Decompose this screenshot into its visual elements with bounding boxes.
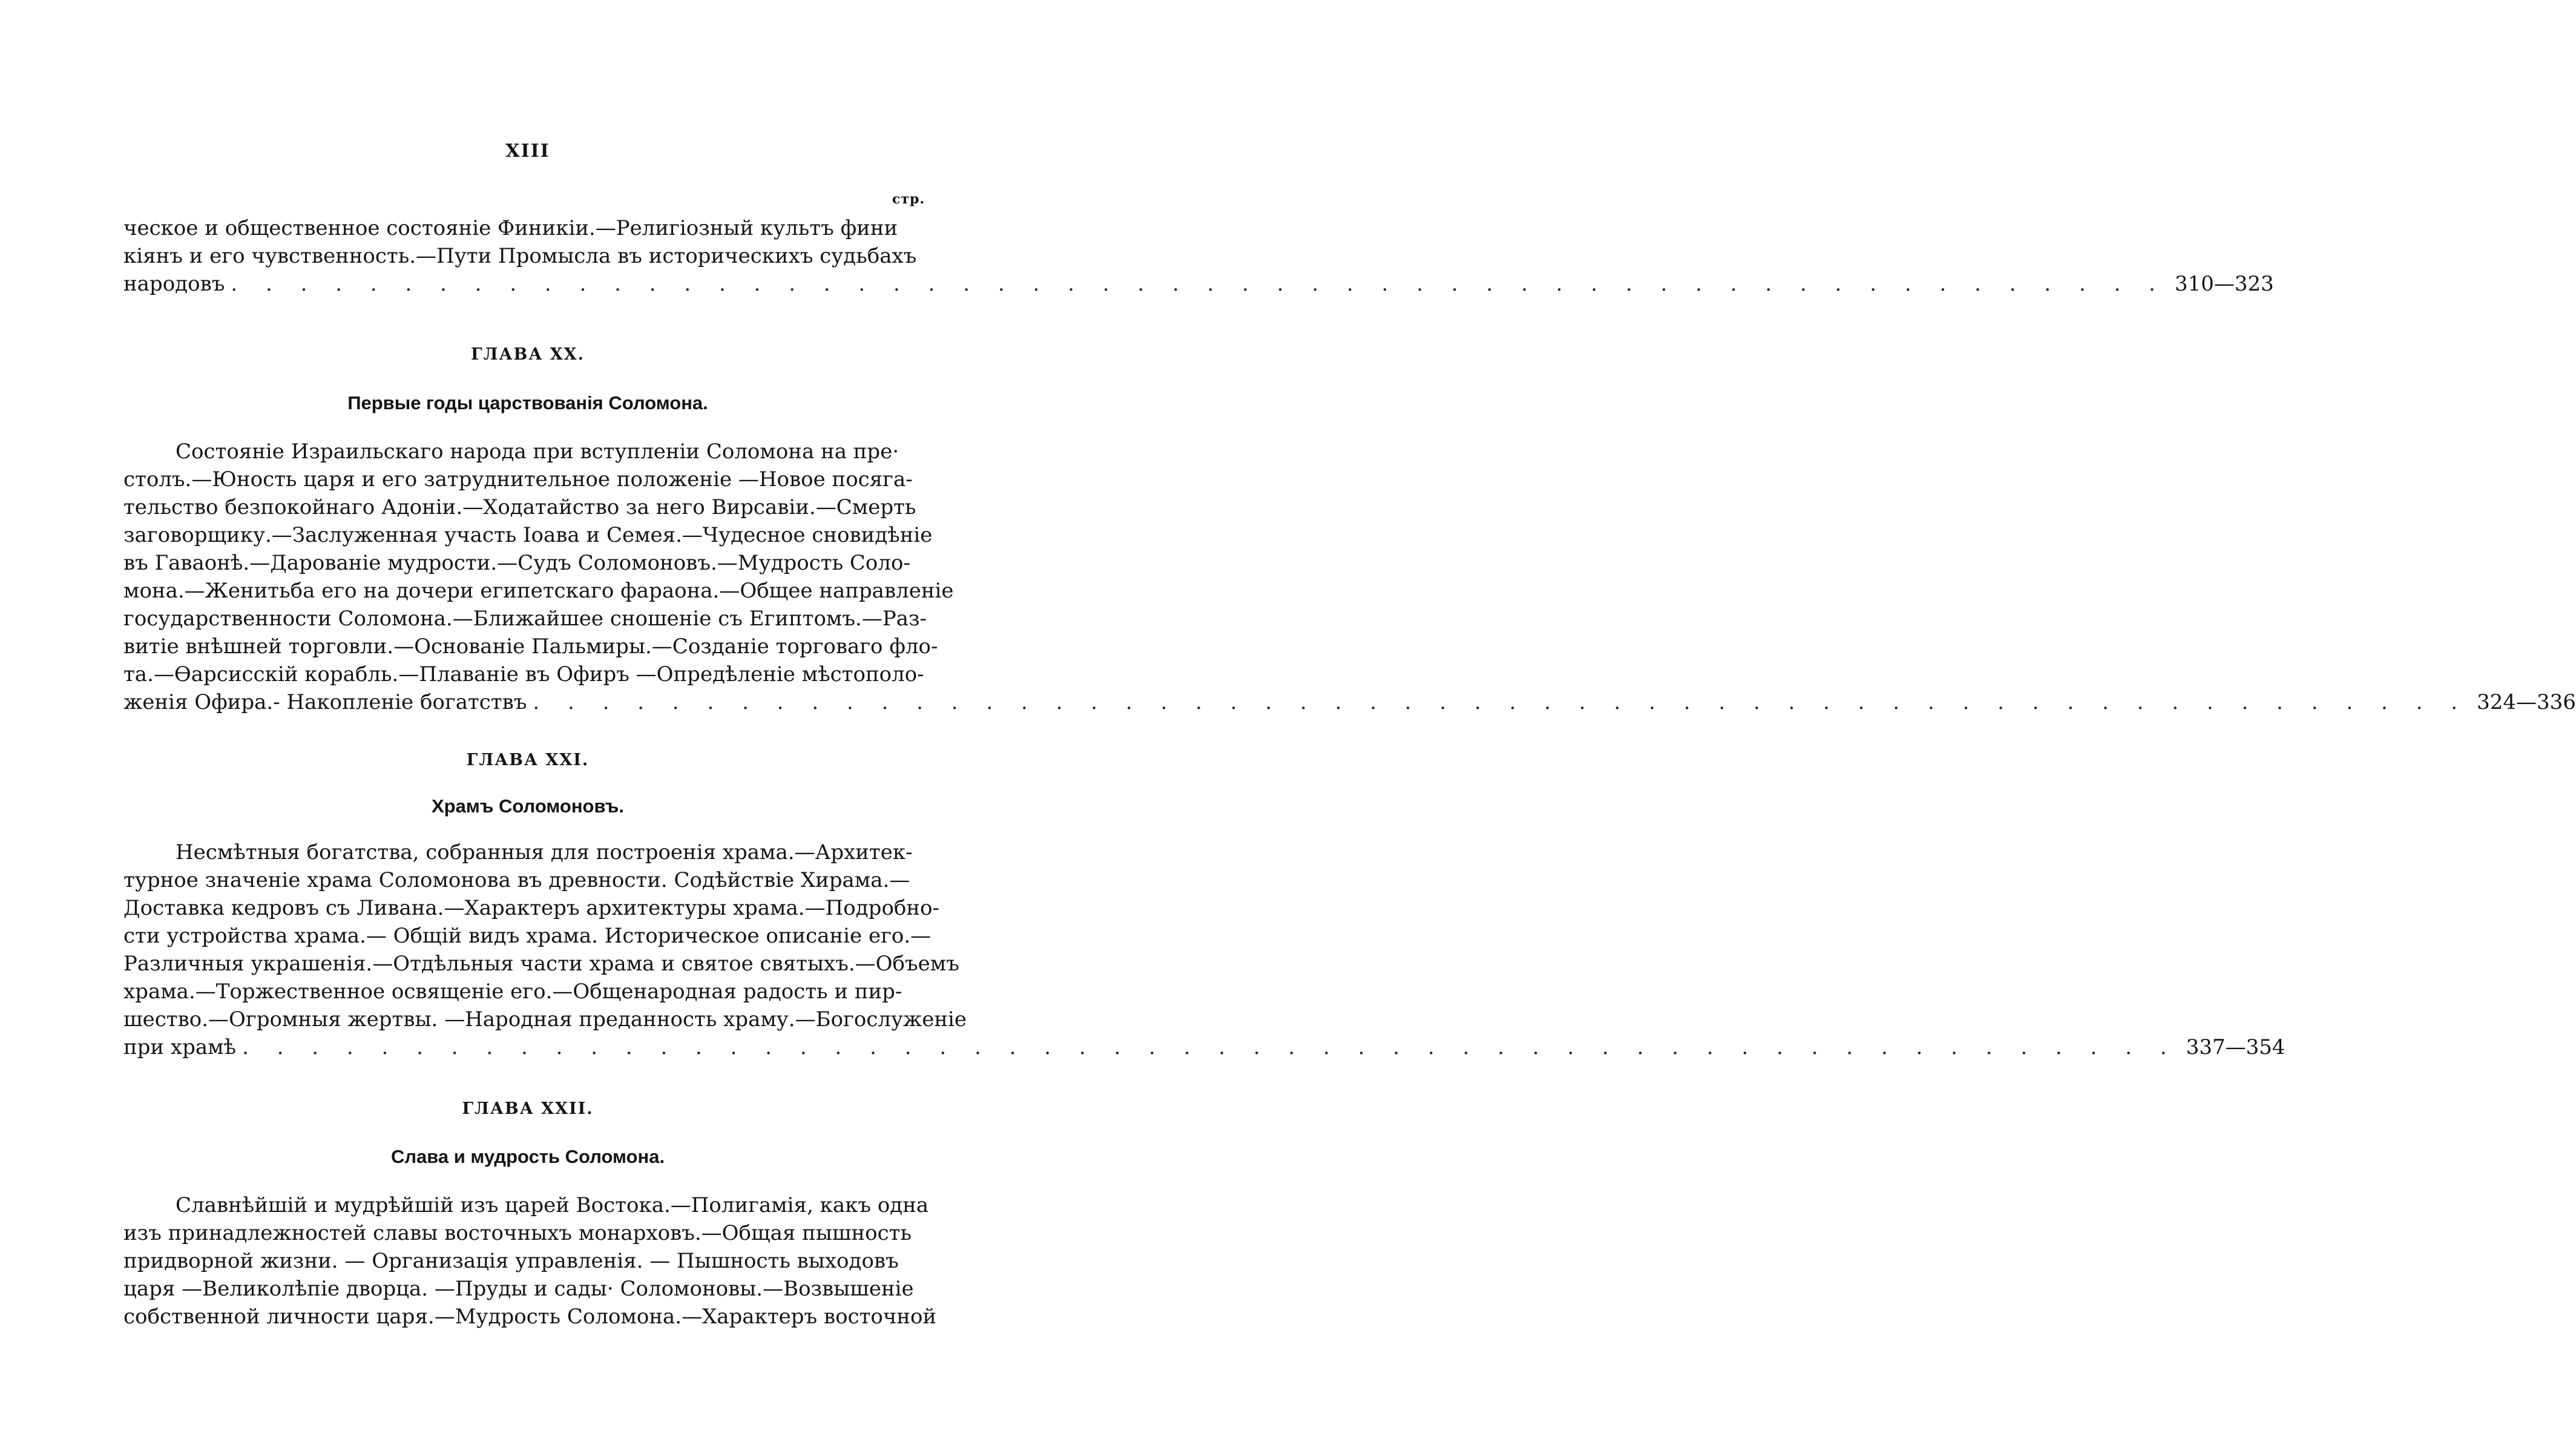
chapter-summary: [123, 1191, 947, 1331]
chapter-title: Храмъ Соломоновъ.: [432, 795, 624, 817]
text-line: сти устройства храма.— Общiй видъ храма. Историческое описанiе его.—: [123, 924, 932, 948]
text-line: государственности Соломона.—Ближайшее сношенiе съ Египтомъ.—Раз-: [123, 607, 927, 631]
text-line: столъ.—Юность царя и его затруднительное положенiе —Новое посяга-: [123, 467, 913, 492]
text-line: придворной жизни. — Организацiя управленiя. — Пышность выходовъ: [123, 1249, 899, 1273]
leader-dots: . . . . . . . . . . . . . . . . . . . . . . . . . . . . . . . . . . . . . . . . . . . . . . . . . . . . . . . .: [533, 690, 2469, 714]
text-line-last: [123, 688, 2576, 716]
text-line: кiянъ и его чувственность.—Пути Промысла въ историческихъ судьбахъ: [123, 244, 917, 268]
text-line: та.—Ѳарсисскiй корабль.—Плаванiе въ Офиръ —Опредѣленiе мѣстополо-: [123, 662, 924, 686]
page-range: 324—336: [2477, 690, 2576, 714]
page-number: XIII: [505, 140, 550, 162]
line-text: женiя Офира.- Накопленiе богатствъ: [123, 690, 527, 714]
leader-dots: . . . . . . . . . . . . . . . . . . . . . . . . . . . . . . . . . . . . . . . . . . . . . . . . . . . . . . . .: [242, 1035, 2178, 1059]
leader-dots: . . . . . . . . . . . . . . . . . . . . . . . . . . . . . . . . . . . . . . . . . . . . . . . . . . . . . . . .: [231, 272, 2166, 296]
chapter-summary: [123, 438, 2576, 716]
text-line: заговорщику.—Заслуженная участь Iоава и Семея.—Чудесное сновидѣнiе: [123, 523, 933, 547]
text-line: турное значенiе храма Соломонова въ древности. Содѣйствiе Хирама.—: [123, 868, 910, 892]
chapter-label: ГЛАВА XXI.: [466, 751, 590, 769]
text-line: тельство безпокойнаго Адонiи.—Ходатайство за него Вирсавiи.—Смерть: [123, 495, 916, 519]
intro-block: [123, 214, 2274, 298]
text-line: ческое и общественное состоянiе Финикiи.—Религiозный культъ фини: [123, 216, 898, 240]
page-range: 310—323: [2175, 272, 2274, 296]
text-line: Несмѣтныя богатства, собранныя для построенiя храма.—Архитек-: [176, 840, 913, 864]
text-line: въ Гаваонѣ.—Дарованiе мудрости.—Судъ Соломоновъ.—Мудрость Соло-: [123, 551, 910, 575]
page-range: 337—354: [2186, 1035, 2285, 1059]
text-line: шество.—Огромныя жертвы. —Народная преданность храму.—Богослуженiе: [123, 1007, 967, 1032]
chapter-label: ГЛАВА XX.: [470, 345, 585, 364]
chapter-summary: [123, 838, 2285, 1061]
line-text: народовъ: [123, 272, 225, 296]
text-line: мона.—Женитьба его на дочери египетскаго фараона.—Общее направленiе: [123, 579, 954, 603]
text-line-last: [123, 270, 2274, 298]
chapter-label: ГЛАВА XXII.: [462, 1099, 594, 1118]
text-line: Состоянiе Израильскаго народа при вступленiи Соломона на пре·: [176, 440, 899, 464]
text-line: Славнѣйшiй и мудрѣйшiй изъ царей Востока.—Полигамiя, какъ одна: [176, 1193, 929, 1217]
text-line-last: [123, 1033, 2285, 1061]
chapter-title: Первые годы царствованiя Соломона.: [347, 392, 708, 413]
text-line: Различныя украшенiя.—Отдѣльныя части храма и святое святыхъ.—Объемъ: [123, 952, 959, 976]
text-line: храма.—Торжественное освященiе его.—Общенародная радость и пир-: [123, 979, 902, 1004]
text-line: собственной личности царя.—Мудрость Соломона.—Характеръ восточной: [123, 1305, 937, 1329]
page-column-label: стр.: [892, 191, 925, 207]
text-line: Доставка кедровъ съ Ливана.—Характеръ архитектуры храма.—Подробно-: [123, 896, 939, 920]
text-line: витiе внѣшней торговли.—Основанiе Пальмиры.—Созданiе торговаго фло-: [123, 634, 938, 659]
line-text: при храмѣ: [123, 1035, 237, 1059]
text-line: царя —Великолѣпiе дворца. —Пруды и сады· Соломоновы.—Возвышенiе: [123, 1277, 914, 1301]
chapter-title: Слава и мудрость Соломона.: [390, 1146, 665, 1167]
text-line: изъ принадлежностей славы восточныхъ монарховъ.—Общая пышность: [123, 1221, 912, 1245]
